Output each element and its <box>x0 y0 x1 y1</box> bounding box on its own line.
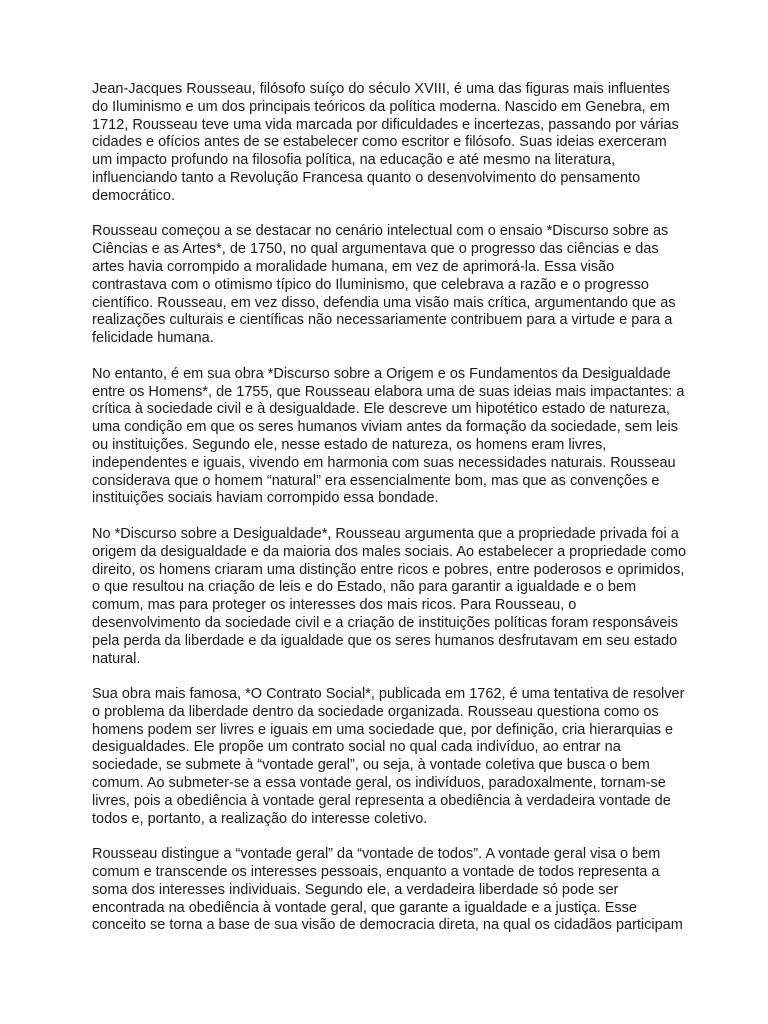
text-line: considerava que o homem “natural” era essencialmente bom, mas que as convenções e <box>92 472 660 489</box>
text-line: crítica à sociedade civil e à desigualdade. Ele descreve um hipotético estado de natureza, <box>92 401 670 418</box>
text-line: sociedade, se submete à “vontade geral”, ou seja, à vontade coletiva que busca o bem <box>92 757 650 774</box>
paragraph-4 <box>92 526 686 668</box>
text-line: natural. <box>92 650 141 667</box>
text-line: Rousseau começou a se destacar no cenário intelectual com o ensaio *Discurso sobre as <box>92 223 669 240</box>
paragraph-2 <box>92 223 686 348</box>
text-line: instituições sociais haviam corrompido essa bondade. <box>92 490 439 507</box>
text-line: artes havia corrompido a moralidade humana, em vez de aprimorá-la. Essa visão <box>92 258 615 275</box>
text-line: No *Discurso sobre a Desigualdade*, Rousseau argumenta que a propriedade privada foi a <box>92 525 679 542</box>
text-line: entre os Homens*, de 1755, que Rousseau elabora uma de suas ideias mais impactantes: a <box>92 383 685 400</box>
text-line: realizações culturais e científicas não necessariamente contribuem para a virtude e para a <box>92 312 673 329</box>
text-line: comum, mas para proteger os interesses dos mais ricos. Para Rousseau, o <box>92 597 577 614</box>
text-line: um impacto profundo na filosofia política, na educação e até mesmo na literatura, <box>92 152 616 169</box>
text-line: direito, os homens criaram uma distinção entre ricos e pobres, entre poderosos e oprimidos, <box>92 561 685 578</box>
paragraph-6 <box>92 846 686 935</box>
text-line: soma dos interesses individuais. Segundo ele, a verdadeira liberdade só pode ser <box>92 881 619 898</box>
text-line: No entanto, é em sua obra *Discurso sobre a Origem e os Fundamentos da Desigualdade <box>92 365 671 382</box>
text-line: Jean-Jacques Rousseau, filósofo suíço do século XVIII, é uma das figuras mais influentes <box>92 81 670 97</box>
text-line: Ciências e as Artes*, de 1750, no qual argumentava que o progresso das ciências e das <box>92 241 659 258</box>
text-line: do Iluminismo e um dos principais teóricos da política moderna. Nascido em Genebra, em <box>92 98 670 115</box>
text-line: felicidade humana. <box>92 330 214 347</box>
text-line: comum e transcende os interesses pessoais, enquanto a vontade de todos representa a <box>92 864 660 881</box>
text-line: o problema da liberdade dentro da sociedade organizada. Rousseau questiona como os <box>92 703 659 720</box>
text-line: cidades e ofícios antes de se estabelecer como escritor e filósofo. Suas ideias exerceram <box>92 134 667 151</box>
text-line: homens podem ser livres e iguais em uma sociedade que, por definição, cria hierarquias e <box>92 721 674 738</box>
text-line: 1712, Rousseau teve uma vida marcada por dificuldades e incertezas, passando por várias <box>92 116 679 133</box>
text-line: pela perda da liberdade e da igualdade que os seres humanos desfrutavam em seu estado <box>92 632 678 649</box>
text-line: encontrada na obediência à vontade geral, que garante a igualdade e a justiça. Esse <box>92 899 637 916</box>
text-line: Sua obra mais famosa, *O Contrato Social*, publicada em 1762, é uma tentativa de resolver <box>92 686 685 703</box>
text-line: independentes e iguais, vivendo em harmonia com suas necessidades naturais. Rousseau <box>92 454 676 471</box>
document-body <box>92 81 686 953</box>
text-line: todos e, portanto, a realização do interesse coletivo. <box>92 810 428 827</box>
text-line: uma condição em que os seres humanos viviam antes da formação da sociedade, sem leis <box>92 419 678 436</box>
text-line: comum. Ao submeter-se a essa vontade geral, os indivíduos, paradoxalmente, tornam-se <box>92 775 666 792</box>
text-line: o que resultou na criação de leis e do Estado, não para garantir a igualdade e o bem <box>92 579 637 596</box>
paragraph-5 <box>92 686 686 828</box>
paragraph-1 <box>92 81 686 206</box>
text-line: Rousseau distingue a “vontade geral” da “vontade de todos”. A vontade geral visa o bem <box>92 846 661 863</box>
text-line: conceito se torna a base de sua visão de democracia direta, na qual os cidadãos participam <box>92 917 683 934</box>
text-line: desenvolvimento da sociedade civil e a criação de instituições políticas foram responsáveis <box>92 614 678 631</box>
text-line: contrastava com o otimismo típico do Iluminismo, que celebrava a razão e o progresso <box>92 276 649 293</box>
text-line: ou instituições. Segundo ele, nesse estado de natureza, os homens eram livres, <box>92 436 607 453</box>
text-line: científico. Rousseau, em vez disso, defendia uma visão mais crítica, argumentando que as <box>92 294 676 311</box>
paragraph-3 <box>92 366 686 508</box>
text-line: desigualdades. Ele propõe um contrato social no qual cada indivíduo, ao entrar na <box>92 739 621 756</box>
text-line: influenciando tanto a Revolução Francesa quanto o desenvolvimento do pensamento <box>92 169 641 186</box>
text-line: livres, pois a obediência à vontade geral representa a obediência à verdadeira vontade de <box>92 792 671 809</box>
text-line: democrático. <box>92 187 176 204</box>
text-line: origem da desigualdade e da maioria dos males sociais. Ao estabelecer a propriedade como <box>92 543 687 560</box>
